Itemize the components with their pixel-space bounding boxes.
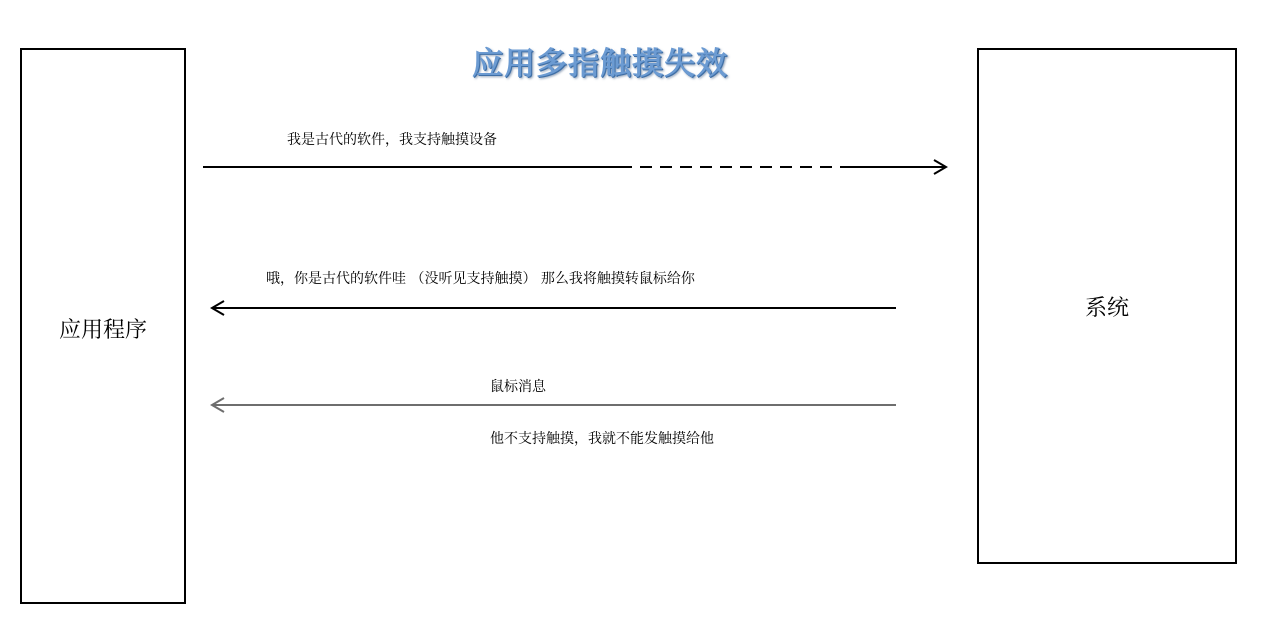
message-3-label: 鼠标消息 xyxy=(490,379,546,395)
application-label: 应用程序 xyxy=(58,317,147,343)
message-2-label: 哦，你是古代的软件哇 （没听见支持触摸） 那么我将触摸转鼠标给你 xyxy=(266,271,695,287)
arrow-mouse-message xyxy=(212,398,896,412)
system-label: 系统 xyxy=(1084,295,1129,321)
arrow-app-to-system xyxy=(203,160,946,174)
message-1-label: 我是古代的软件，我支持触摸设备 xyxy=(287,132,497,148)
diagram-title: 应用多指触摸失效 xyxy=(472,46,728,82)
message-4-label: 他不支持触摸，我就不能发触摸给他 xyxy=(490,431,714,447)
arrow-system-to-app xyxy=(212,301,896,315)
